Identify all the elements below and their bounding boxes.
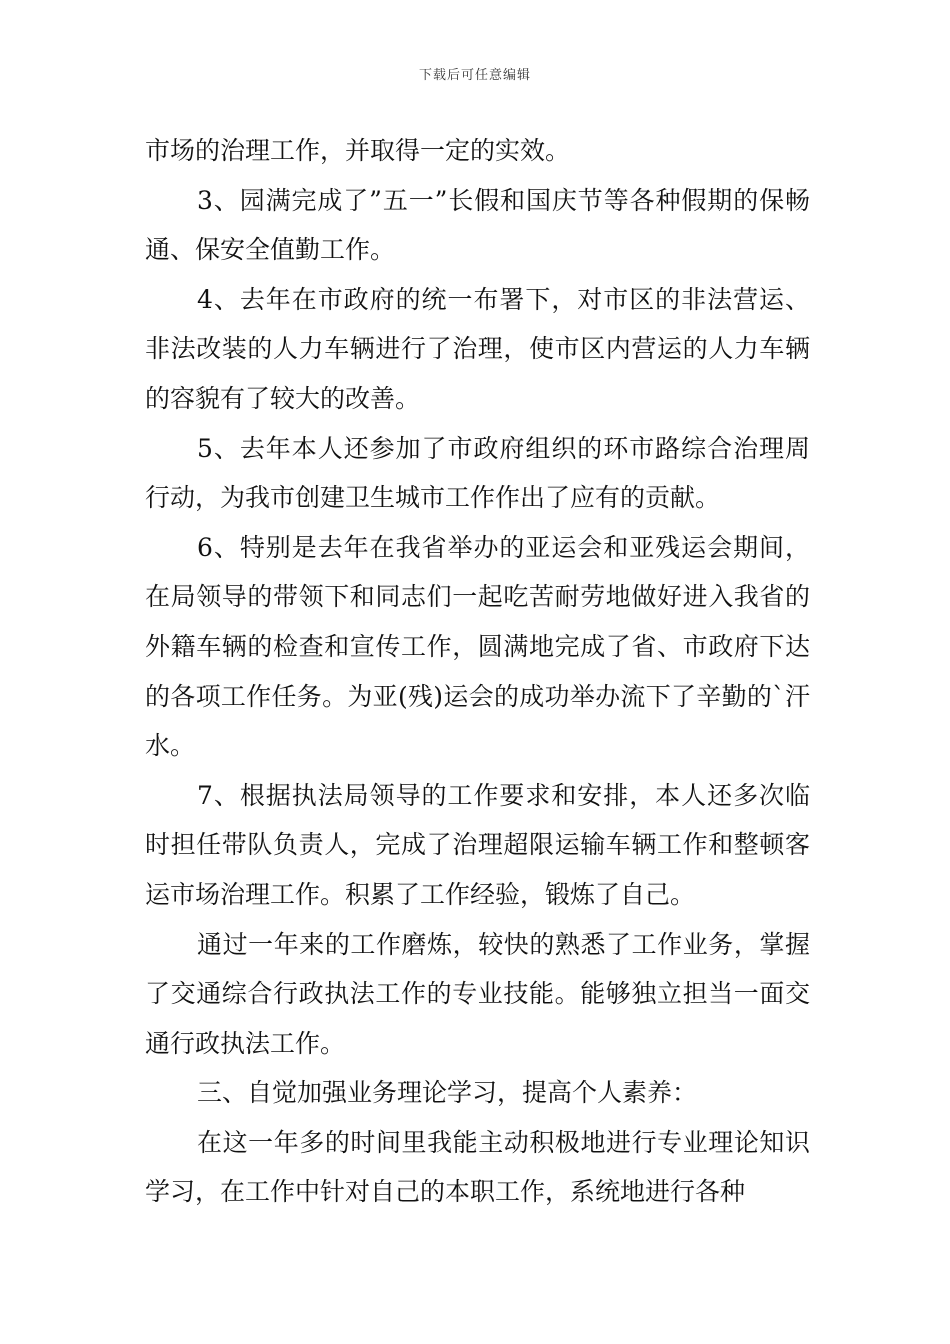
document-body [145,126,810,1217]
paragraph-3: 4、去年在市政府的统一布署下，对市区的非法营运、非法改装的人力车辆进行了治理，使市区内营运的人力车辆的容貌有了较大的改善。 [145,284,810,413]
paragraph-6: 7、根据执法局领导的工作要求和安排，本人还多次临时担任带队负责人，完成了治理超限运输车辆工作和整顿客运市场治理工作。积累了工作经验，锻炼了自己。 [145,780,810,909]
paragraph-1: 市场的治理工作，并取得一定的实效。 [145,136,571,165]
section-heading: 三、自觉加强业务理论学习，提高个人素养： [197,1078,698,1108]
paragraph-4: 5、去年本人还参加了市政府组织的环市路综合治理周行动，为我市创建卫生城市工作作出了应有的贡献。 [145,433,810,513]
paragraph-7: 通过一年来的工作磨炼，较快的熟悉了工作业务，掌握了交通综合行政执法工作的专业技能。能够独立担当一面交通行政执法工作。 [145,929,810,1058]
paragraph-2: 3、园满完成了”五一”长假和国庆节等各种假期的保畅通、保安全值勤工作。 [145,185,810,265]
paragraph-5: 6、特别是去年在我省举办的亚运会和亚残运会期间，在局领导的带领下和同志们一起吃苦耐劳地做好进入我省的外籍车辆的检查和宣传工作，圆满地完成了省、市政府下达的各项工作任务。为亚(残)运会的成功举办流下了辛勤的`汗水。 [145,532,810,761]
page-header: 下载后可任意编辑 [418,68,531,83]
paragraph-8: 在这一年多的时间里我能主动积极地进行专业理论知识学习，在工作中针对自己的本职工作，系统地进行各种 [145,1127,810,1207]
